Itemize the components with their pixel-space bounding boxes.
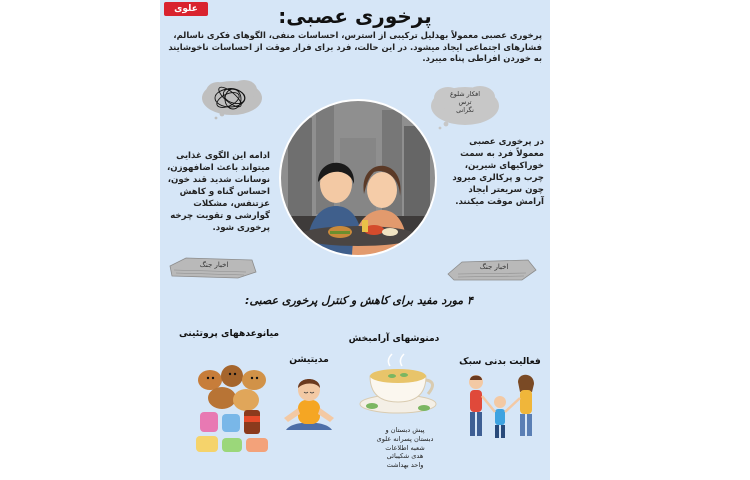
credit-text	[360, 426, 450, 470]
infographic-poster	[160, 0, 550, 480]
credit-line: هدی شکیبائی	[386, 452, 424, 461]
tip-label-herbal-tea: دمنوشهای آرامبخش	[348, 333, 440, 344]
worry-cloud-text	[428, 90, 502, 115]
protein-snacks-icon	[180, 352, 284, 460]
worry-cloud-line: ترس	[458, 98, 472, 107]
tip-label-protein-snacks: میانوعدههای پروتئینی	[178, 328, 280, 339]
consequences-text: ادامه این الگوی غذایی میتواند باعث اضافهوزن، نوسانات شدید قند خون، احساس گناه و کاهش عزتنفس، مشکلات گوارشی و تقویت چرخه پرخوری شود.	[167, 151, 270, 233]
page-title: پرخوری عصبی:	[278, 4, 432, 28]
newspaper-headline: اخبار جنگ	[479, 263, 509, 271]
herbal-tea-cup-icon	[356, 352, 440, 416]
food-choice-text: در پرخوری عصبی معمولاً فرد به سمت خوراکیهای شیرین، چرب و پرکالری میرود چون سریعتر ایجاد آرامش موقت میکنند.	[452, 137, 544, 207]
credit-line: دبستان پسرانه علوی	[376, 434, 434, 443]
credit-line: شعبه اطلاعات	[385, 443, 425, 452]
credit-line: پیش دبستان و	[385, 426, 425, 434]
school-logo: علوی	[164, 2, 208, 16]
tip-label-meditation: مدیتیشن	[289, 354, 329, 365]
family-walking-icon	[460, 372, 546, 444]
worry-cloud-line: افکار شلوغ	[449, 90, 480, 98]
stressed-couple-eating-illustration	[278, 98, 438, 258]
tip-label-light-exercise: فعالیت بدنی سبک	[459, 356, 541, 367]
newspaper-icon	[446, 256, 538, 282]
credit-line: واحد بهداشت	[386, 461, 424, 470]
meditating-child-icon	[276, 372, 342, 438]
tangled-thoughts-cloud-icon	[200, 78, 264, 120]
newspaper-headline: اخبار جنگ	[199, 261, 229, 269]
worry-cloud-line: نگرانی	[456, 106, 474, 115]
tips-heading: ۴ مورد مفید برای کاهش و کنترل پرخوری عصبی:	[245, 294, 473, 307]
newspaper-icon	[166, 254, 258, 280]
intro-paragraph: پرخوری عصبی معمولاً بهدلیل ترکیبی از استرس، احساسات منفی، الگوهای فکری ناسالم، فشارهای اجتماعی ایجاد میشود. در این حالت، فرد برای فرار موقت از احساسات ناخوشایند به خوردن افراطی پناه میبرد.	[168, 30, 542, 63]
